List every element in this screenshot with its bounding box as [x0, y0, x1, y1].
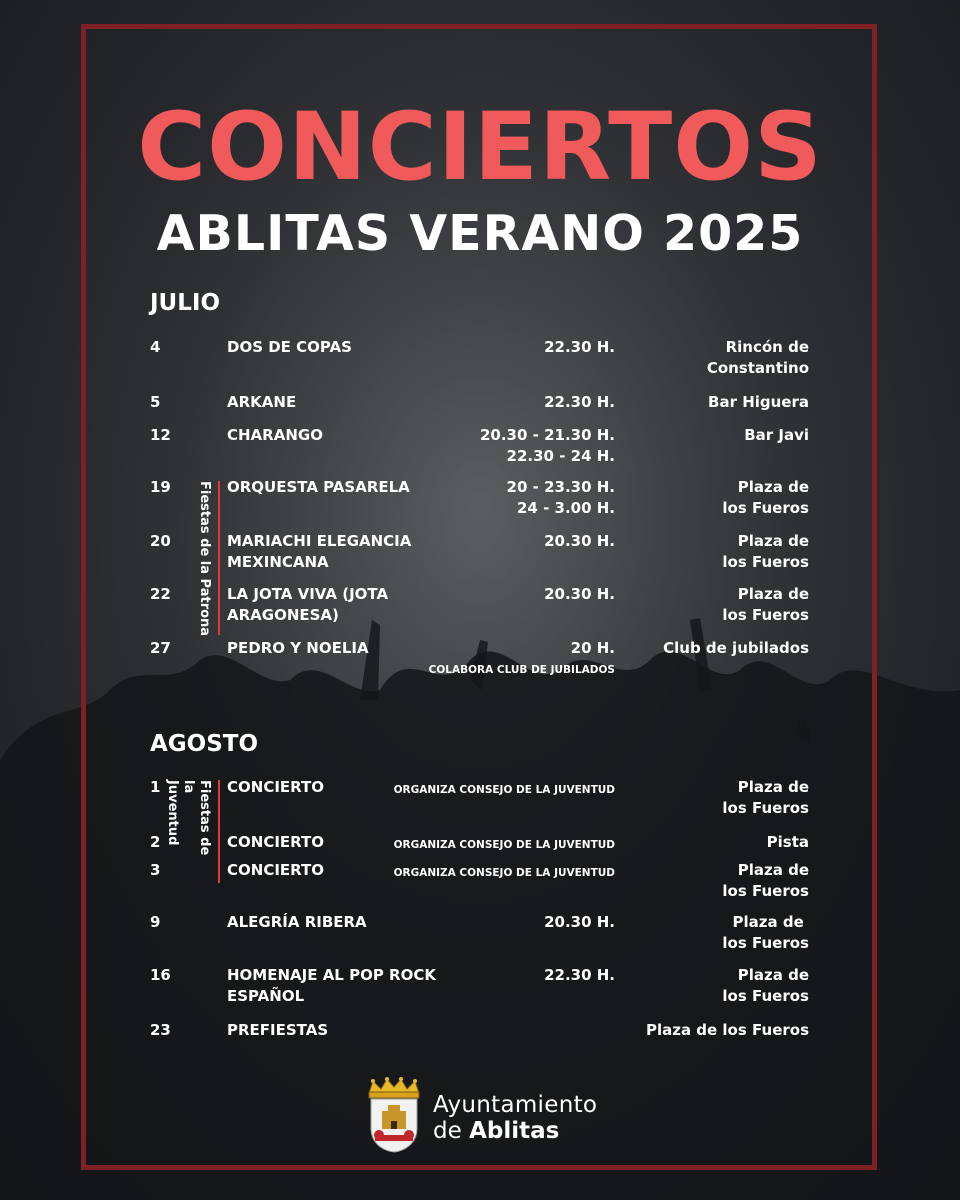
event-place: Plaza de los Fueros [645, 1021, 809, 1039]
event-place: Bar Javi [744, 426, 809, 444]
event-place: Plaza de los Fueros [722, 778, 809, 817]
event-place: Rincón de Constantino [706, 338, 809, 377]
event-day: 20 [150, 532, 171, 550]
event-place: Bar Higuera [708, 393, 809, 411]
event-place: Pista [766, 833, 809, 851]
event-place: Plaza de los Fueros [722, 532, 809, 571]
month-heading-julio: JULIO [150, 290, 220, 316]
event-time: 20.30 H. [544, 532, 615, 550]
event-time: 20.30 - 21.30 H. 22.30 - 24 H. [479, 426, 615, 465]
poster-title: CONCIERTOS [137, 93, 823, 202]
event-day: 1 [150, 778, 161, 796]
event-name: CONCIERTO [227, 778, 325, 796]
fiestas-patrona-bar [218, 481, 220, 635]
event-day: 9 [150, 913, 161, 931]
event-time: 22.30 H. [544, 338, 615, 356]
event-time: 20 - 23.30 H. 24 - 3.00 H. [506, 478, 615, 517]
fiestas-juventud-bar [218, 780, 220, 883]
fiestas-juventud-label: Fiestas de la Juventud [165, 780, 212, 856]
event-time: 20.30 H. [544, 913, 615, 931]
event-name: DOS DE COPAS [227, 338, 352, 356]
event-day: 12 [150, 426, 171, 444]
fiestas-patrona-label: Fiestas de la Patrona [197, 481, 212, 637]
month-heading-agosto: AGOSTO [150, 731, 259, 757]
footer-org-line1: Ayuntamiento [433, 1092, 598, 1118]
footer-org-line2: de Ablitas [433, 1118, 560, 1144]
poster-subtitle: ABLITAS VERANO 2025 [156, 205, 804, 262]
event-day: 22 [150, 585, 171, 603]
event-name: MARIACHI ELEGANCIA MEXINCANA [227, 532, 412, 571]
event-day: 16 [150, 966, 171, 984]
event-name: ARKANE [227, 393, 297, 411]
event-time: 20.30 H. [544, 585, 615, 603]
event-place: Plaza de los Fueros [722, 478, 809, 517]
event-time: 22.30 H. [544, 393, 615, 411]
event-name: HOMENAJE AL POP ROCK ESPAÑOL [227, 966, 436, 1005]
coat-of-arms-icon [365, 1077, 423, 1153]
event-day: 19 [150, 478, 171, 496]
event-time: 22.30 H. [544, 966, 615, 984]
event-time: 20 H. [570, 639, 615, 657]
event-name: PREFIESTAS [227, 1021, 329, 1039]
event-place: Plaza de los Fueros [722, 913, 809, 952]
event-day: 4 [150, 338, 161, 356]
event-name: ORQUESTA PASARELA [227, 478, 410, 496]
event-organizer: ORGANIZA CONSEJO DE LA JUVENTUD [393, 839, 615, 851]
event-organizer: ORGANIZA CONSEJO DE LA JUVENTUD [393, 784, 615, 796]
event-note: COLABORA CLUB DE JUBILADOS [428, 664, 615, 676]
event-name: CONCIERTO [227, 861, 325, 879]
event-name: ALEGRÍA RIBERA [227, 913, 367, 931]
event-day: 5 [150, 393, 161, 411]
event-organizer: ORGANIZA CONSEJO DE LA JUVENTUD [393, 867, 615, 879]
event-place: Plaza de los Fueros [722, 966, 809, 1005]
event-name: CHARANGO [227, 426, 323, 444]
event-name: LA JOTA VIVA (JOTA ARAGONESA) [227, 585, 389, 624]
event-name: CONCIERTO [227, 833, 325, 851]
event-day: 3 [150, 861, 161, 879]
event-place: Plaza de los Fueros [722, 585, 809, 624]
event-day: 23 [150, 1021, 171, 1039]
event-day: 27 [150, 639, 171, 657]
event-day: 2 [150, 833, 161, 851]
event-name: PEDRO Y NOELIA [227, 639, 369, 657]
event-place: Plaza de los Fueros [722, 861, 809, 900]
event-place: Club de jubilados [663, 639, 809, 657]
